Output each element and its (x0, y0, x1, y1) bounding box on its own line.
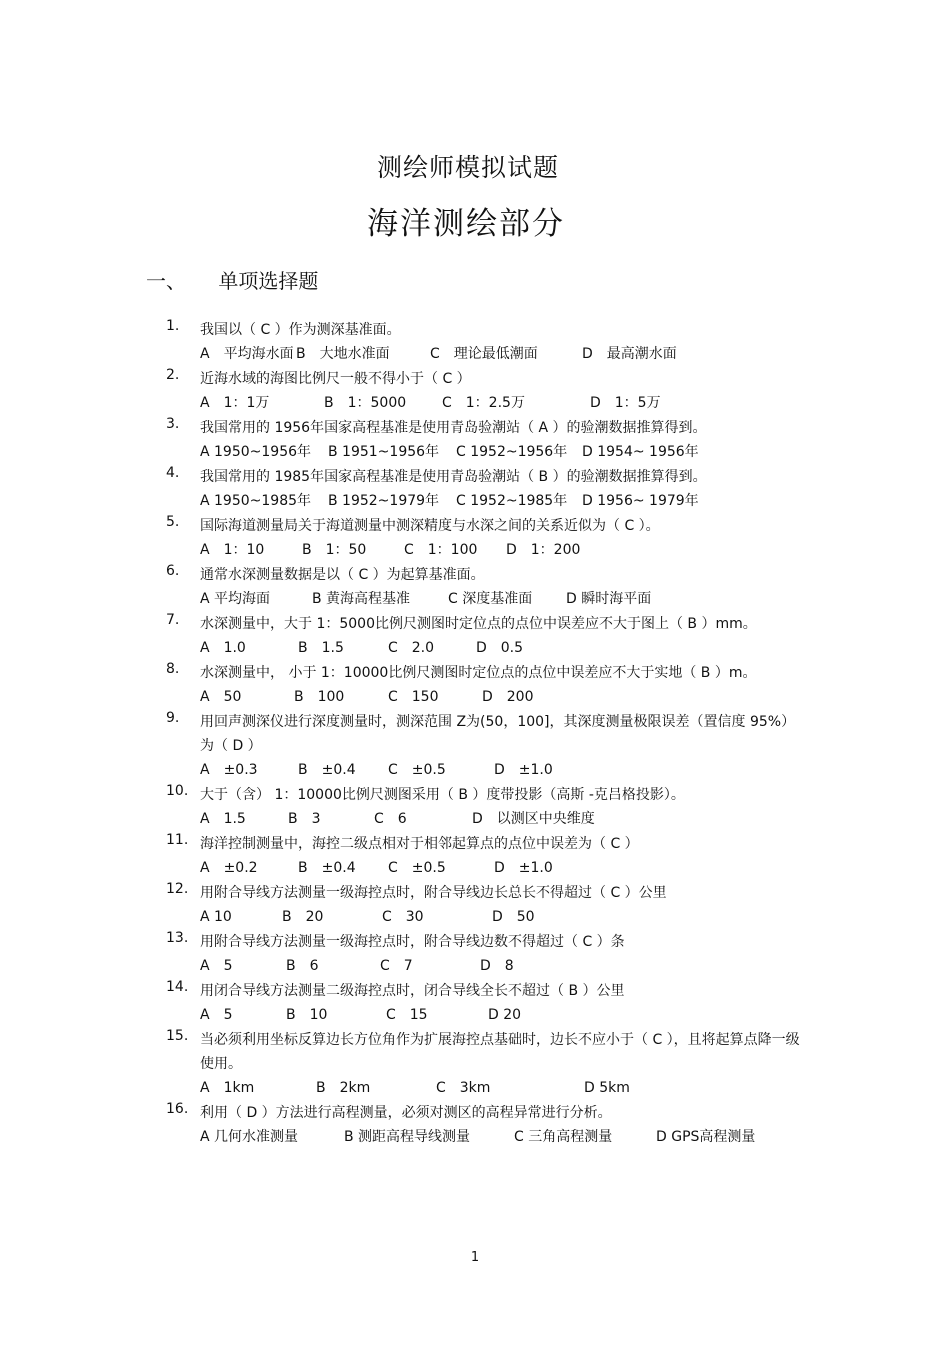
question-number: 16. (166, 1101, 189, 1117)
option-d: D 1954~ 1956年 (582, 444, 699, 460)
option-d: D 50 (492, 909, 535, 925)
question-item (166, 318, 806, 366)
question-options (200, 905, 806, 929)
option-c: C 15 (386, 1007, 428, 1023)
question-text: 水深测量中， 小于 1：10000比例尺测图时定位点的点位中误差应不大于实地（ B ）m。 (200, 665, 757, 681)
option-b: B 1：5000 (324, 395, 407, 411)
document-subtitle: 海洋测绘部分 (367, 206, 565, 242)
option-b: B 2km (316, 1080, 371, 1096)
question-options (200, 391, 806, 415)
question-text: 近海水域的海图比例尺一般不得小于（ C ） (200, 371, 471, 387)
option-d: D GPS高程测量 (656, 1129, 756, 1145)
question-item (166, 367, 806, 415)
option-a: A 几何水准测量 (200, 1129, 299, 1145)
option-d: D 20 (488, 1007, 522, 1023)
question-number: 4. (166, 465, 180, 481)
option-b: B 1.5 (298, 640, 344, 656)
section-heading (146, 265, 318, 294)
question-item (166, 661, 806, 709)
option-d: D 0.5 (476, 640, 524, 656)
question-item (166, 783, 806, 831)
question-options (200, 685, 806, 709)
question-item (166, 563, 806, 611)
page-number: 1 (470, 1250, 480, 1265)
option-a: A 5 (200, 1007, 233, 1023)
option-a: A 5 (200, 958, 233, 974)
option-d: D ±1.0 (494, 860, 553, 876)
question-item (166, 930, 806, 978)
option-d: D 1：200 (506, 542, 581, 558)
option-d: D 瞬时海平面 (566, 591, 652, 607)
option-b: B ±0.4 (298, 860, 356, 876)
question-text: 用回声测深仪进行深度测量时，测深范围 Z为(50，100]，其深度测量极限误差（置信度 95%）为（ D ） (200, 714, 796, 754)
option-b: B ±0.4 (298, 762, 356, 778)
question-list (166, 318, 806, 1150)
question-number: 6. (166, 563, 180, 579)
option-a: A 1：10 (200, 542, 265, 558)
question-text: 用附合导线方法测量一级海控点时，附合导线边数不得超过（ C ）条 (200, 934, 625, 950)
option-c: C 6 (374, 811, 407, 827)
question-item (166, 612, 806, 660)
question-options (200, 1125, 806, 1149)
question-item (166, 1101, 806, 1149)
question-item (166, 979, 806, 1027)
question-item (166, 514, 806, 562)
question-text: 水深测量中，大于 1：5000比例尺测图时定位点的点位中误差应不大于图上（ B ）mm。 (200, 616, 757, 632)
question-options (200, 1003, 806, 1027)
option-a: A 平均海面 (200, 591, 271, 607)
option-b: B 1：50 (302, 542, 367, 558)
question-number: 2. (166, 367, 180, 383)
option-c: C 理论最低潮面 (430, 346, 538, 362)
option-a: A 平均海水面 (200, 346, 294, 362)
option-c: C 1：2.5万 (442, 395, 525, 411)
option-c: C 三角高程测量 (514, 1129, 613, 1145)
question-item (166, 881, 806, 929)
question-options (200, 1076, 806, 1100)
option-a: A 10 (200, 909, 232, 925)
option-b: B 1951~1956年 (328, 444, 440, 460)
option-c: C 深度基准面 (448, 591, 533, 607)
question-number: 3. (166, 416, 180, 432)
option-c: C 2.0 (388, 640, 435, 656)
question-options (200, 489, 806, 513)
option-d: D 以测区中央维度 (472, 811, 595, 827)
option-c: C 150 (388, 689, 439, 705)
option-a: A 1.5 (200, 811, 246, 827)
option-a: A 1950~1956年 (200, 444, 312, 460)
question-number: 13. (166, 930, 189, 946)
option-a: A 1km (200, 1080, 255, 1096)
option-a: A 50 (200, 689, 242, 705)
question-options (200, 587, 806, 611)
option-a: A 1.0 (200, 640, 246, 656)
section-number: 一、 (146, 269, 186, 293)
question-item (166, 710, 806, 782)
question-item (166, 416, 806, 464)
option-a: A ±0.3 (200, 762, 258, 778)
question-text: 我国常用的 1985年国家高程基准是使用青岛验潮站（ B ）的验潮数据推算得到。 (200, 469, 707, 485)
option-c: C 30 (382, 909, 424, 925)
option-c: C 1952~1985年 (456, 493, 568, 509)
question-number: 14. (166, 979, 189, 995)
option-b: B 3 (288, 811, 321, 827)
question-text: 用闭合导线方法测量二级海控点时，闭合导线全长不超过（ B ）公里 (200, 983, 625, 999)
option-a: A 1950~1985年 (200, 493, 312, 509)
option-b: B 黄海高程基准 (312, 591, 411, 607)
option-b: B 大地水准面 (296, 346, 390, 362)
question-text: 我国以（ C ）作为测深基准面。 (200, 322, 401, 338)
question-item (166, 465, 806, 513)
question-number: 12. (166, 881, 189, 897)
option-b: B 20 (282, 909, 324, 925)
question-options (200, 636, 806, 660)
question-number: 5. (166, 514, 180, 530)
option-b: B 1952~1979年 (328, 493, 440, 509)
option-b: B 6 (286, 958, 319, 974)
option-d: D ±1.0 (494, 762, 553, 778)
option-b: B 测距高程导线测量 (344, 1129, 471, 1145)
option-c: C 3km (436, 1080, 491, 1096)
question-number: 1. (166, 318, 180, 334)
question-number: 9. (166, 710, 180, 726)
option-c: C ±0.5 (388, 860, 446, 876)
question-options (200, 807, 806, 831)
option-c: C 1952~1956年 (456, 444, 568, 460)
option-a: A ±0.2 (200, 860, 258, 876)
question-options (200, 538, 806, 562)
question-item (166, 1028, 806, 1100)
question-text: 用附合导线方法测量一级海控点时，附合导线边长总长不得超过（ C ）公里 (200, 885, 667, 901)
question-text: 大于（含） 1：10000比例尺测图采用（ B ）度带投影（高斯 -克吕格投影）。 (200, 787, 685, 803)
question-number: 8. (166, 661, 180, 677)
question-item (166, 832, 806, 880)
option-c: C ±0.5 (388, 762, 446, 778)
question-options (200, 440, 806, 464)
question-number: 10. (166, 783, 189, 799)
question-text: 我国常用的 1956年国家高程基准是使用青岛验潮站（ A ）的验潮数据推算得到。 (200, 420, 707, 436)
question-number: 7. (166, 612, 180, 628)
option-b: B 100 (294, 689, 345, 705)
section-title: 单项选择题 (218, 269, 319, 293)
option-a: A 1：1万 (200, 395, 270, 411)
question-text: 利用（ D ）方法进行高程测量，必须对测区的高程异常进行分析。 (200, 1105, 612, 1121)
document-title: 测绘师模拟试题 (376, 153, 559, 182)
question-number: 11. (166, 832, 189, 848)
question-options (200, 758, 806, 782)
question-options (200, 954, 806, 978)
question-number: 15. (166, 1028, 189, 1044)
question-text: 国际海道测量局关于海道测量中测深精度与水深之间的关系近似为（ C ）。 (200, 518, 660, 534)
question-text: 通常水深测量数据是以（ C ）为起算基准面。 (200, 567, 485, 583)
option-d: D 8 (480, 958, 514, 974)
option-d: D 最高潮水面 (582, 346, 677, 362)
question-options (200, 342, 806, 366)
option-b: B 10 (286, 1007, 328, 1023)
question-text: 当必须利用坐标反算边长方位角作为扩展海控点基础时，边长不应小于（ C ），且将起算点降一级使用。 (200, 1032, 800, 1072)
option-d: D 200 (482, 689, 534, 705)
question-options (200, 856, 806, 880)
option-c: C 7 (380, 958, 413, 974)
option-d: D 1：5万 (590, 395, 661, 411)
option-c: C 1：100 (404, 542, 478, 558)
option-d: D 5km (584, 1080, 630, 1096)
option-d: D 1956~ 1979年 (582, 493, 699, 509)
question-text: 海洋控制测量中，海控二级点相对于相邻起算点的点位中误差为（ C ） (200, 836, 639, 852)
